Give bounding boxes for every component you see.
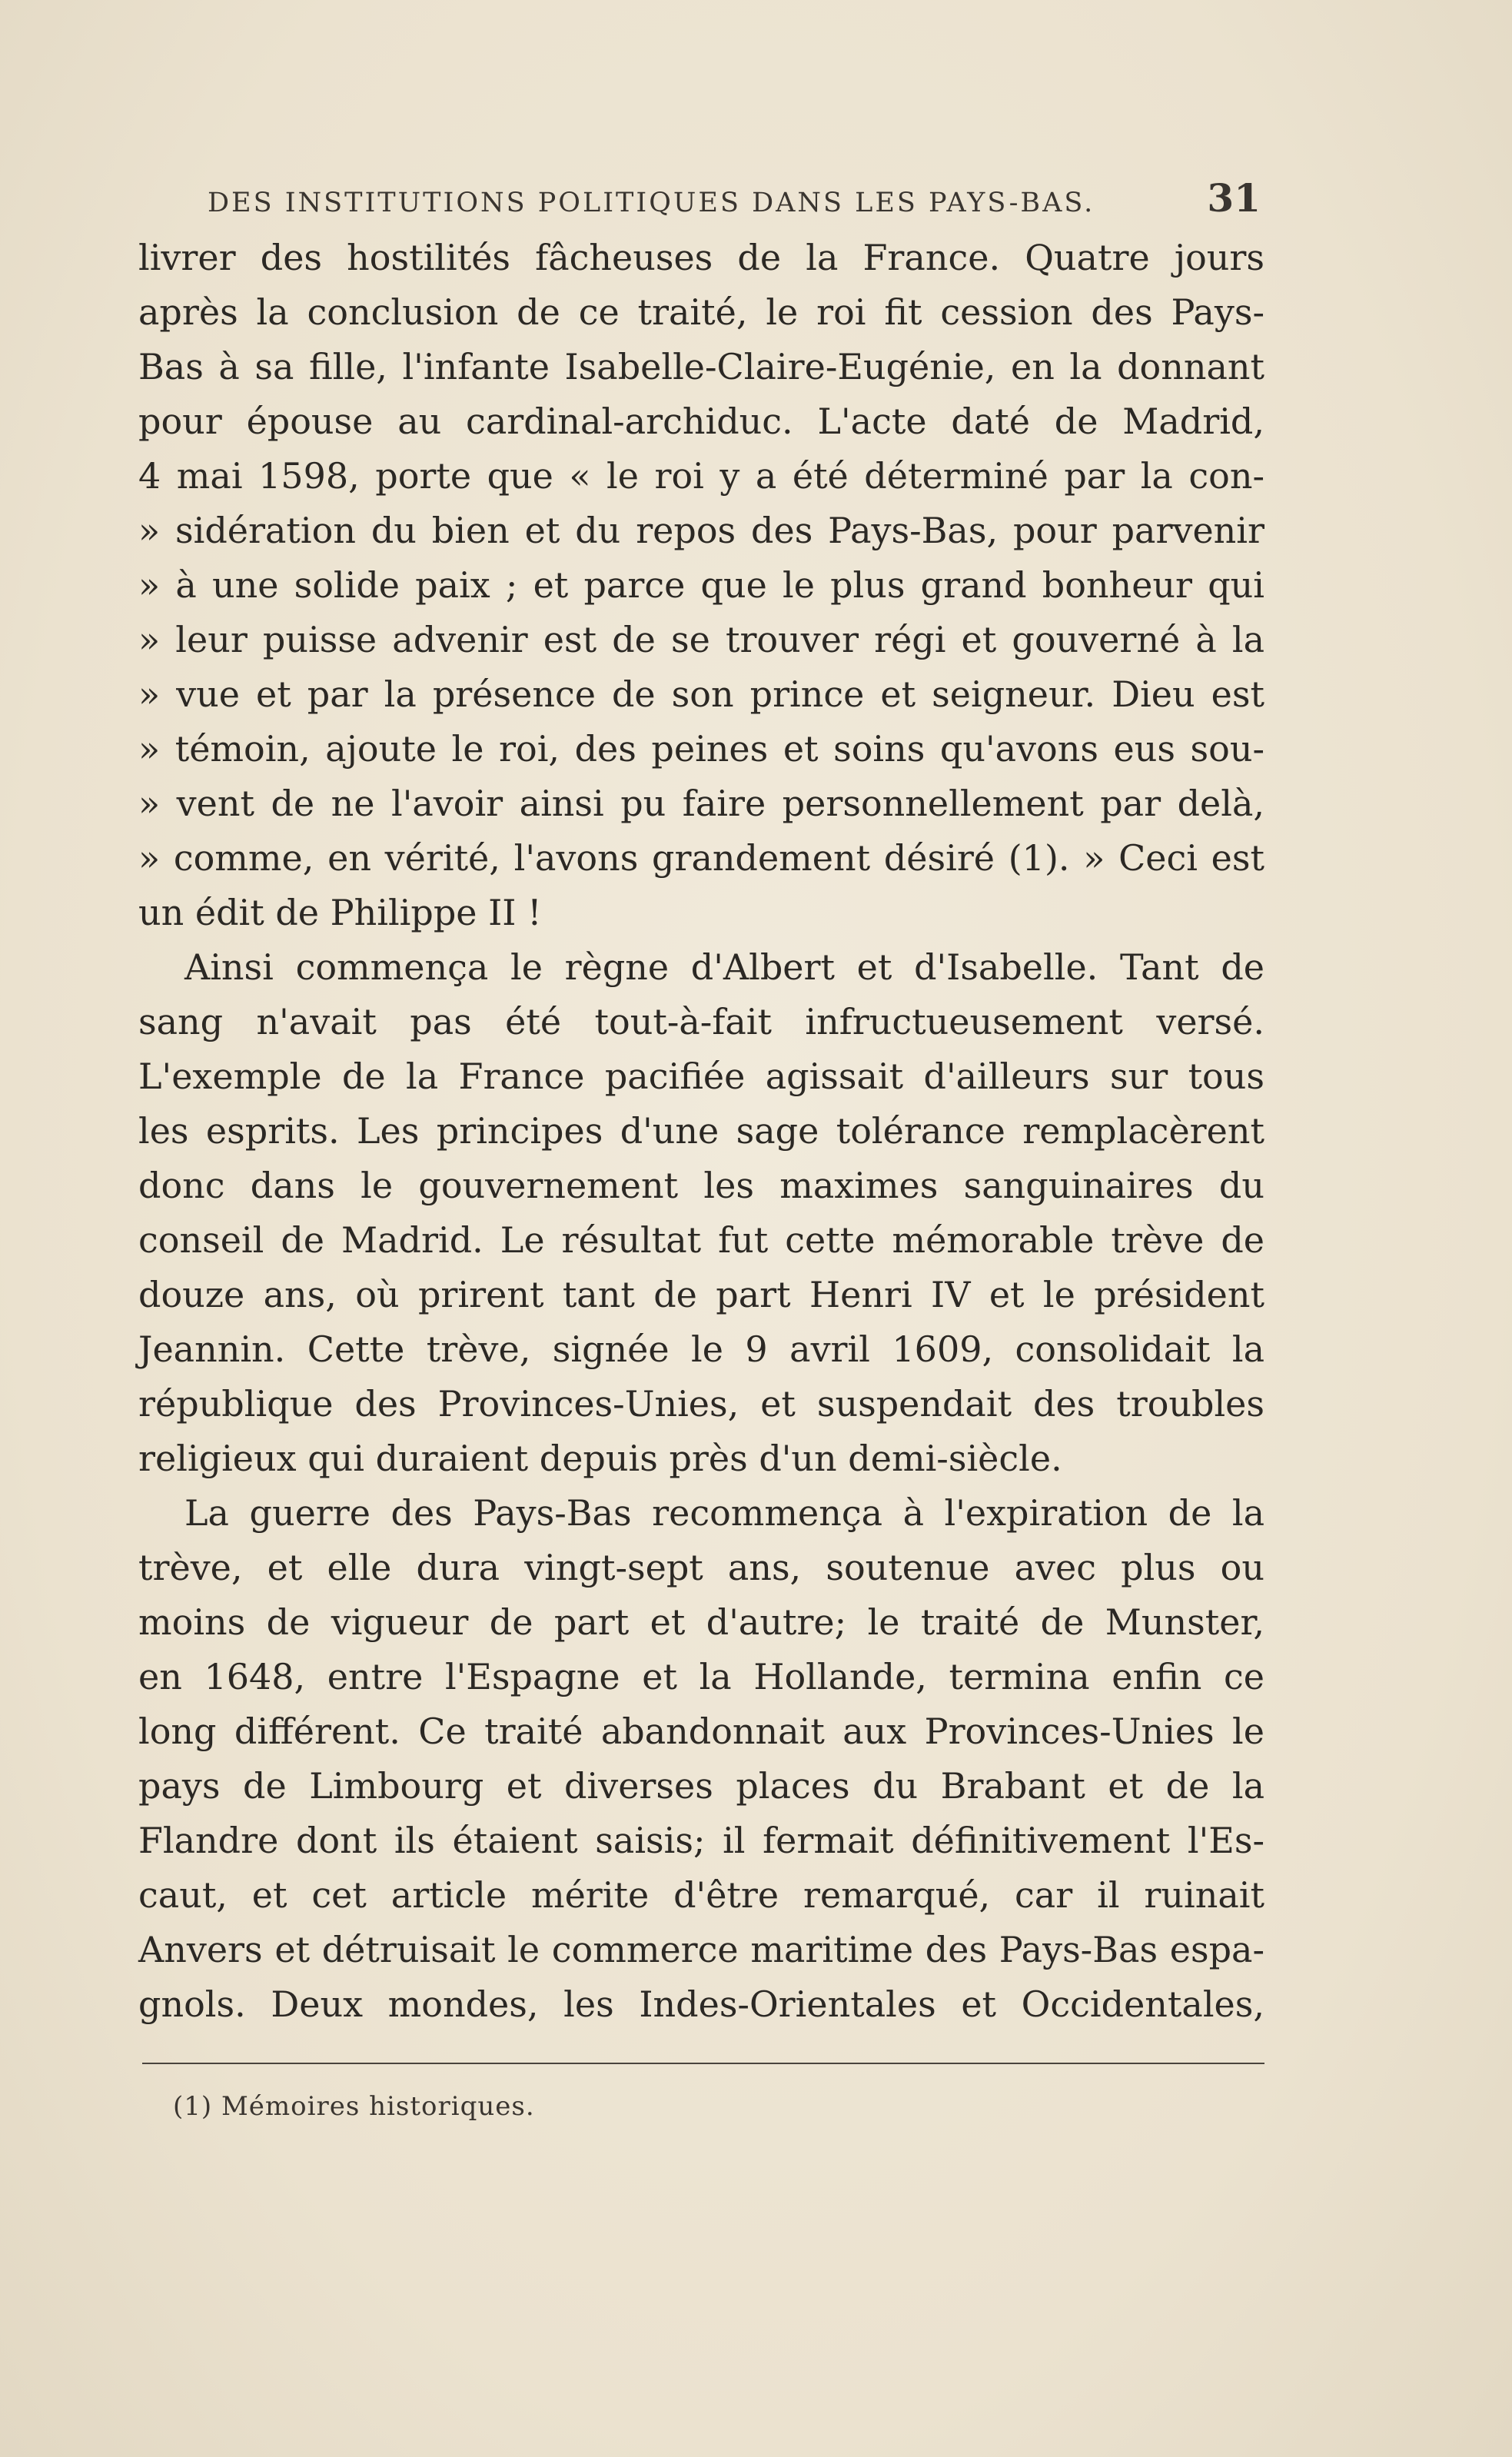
text-line: pays de Limbourg et diverses places du Brabant et de la: [138, 1765, 1264, 1807]
text-line: » vue et par la présence de son prince et seigneur. Dieu est: [138, 673, 1264, 715]
footnote-rule: [142, 2063, 1264, 2064]
text-line: république des Provinces-Unies, et suspendait des troubles: [138, 1383, 1264, 1425]
text-line: caut, et cet article mérite d'être remarqué, car il ruinait: [138, 1874, 1264, 1916]
text-line: » sidération du bien et du repos des Pays-Bas, pour parvenir: [138, 510, 1264, 551]
text-line: » témoin, ajoute le roi, des peines et soins qu'avons eus sou-: [138, 728, 1264, 770]
footnote: (1) Mémoires historiques.: [173, 2091, 535, 2122]
text-line: pour épouse au cardinal-archiduc. L'acte daté de Madrid,: [138, 401, 1264, 442]
text-line: La guerre des Pays-Bas recommença à l'expiration de la: [184, 1492, 1264, 1534]
text-line: moins de vigueur de part et d'autre; le traité de Munster,: [138, 1601, 1264, 1643]
text-line: » leur puisse advenir est de se trouver régi et gouverné à la: [138, 619, 1264, 660]
running-head: DES INSTITUTIONS POLITIQUES DANS LES PAYS-BAS.: [208, 188, 1095, 218]
text-line: » à une solide paix ; et parce que le plus grand bonheur qui: [138, 564, 1264, 606]
page-header: [208, 175, 1261, 221]
page-number: 31: [1207, 175, 1261, 221]
text-line: Ainsi commença le règne d'Albert et d'Isabelle. Tant de: [184, 946, 1264, 988]
text-line: long différent. Ce traité abandonnait aux Provinces-Unies le: [138, 1711, 1264, 1752]
text-line: Jeannin. Cette trève, signée le 9 avril 1609, consolidait la: [138, 1328, 1264, 1370]
text-line: donc dans le gouvernement les maximes sanguinaires du: [138, 1165, 1264, 1206]
text-line: les esprits. Les principes d'une sage tolérance remplacèrent: [138, 1110, 1264, 1152]
text-line: après la conclusion de ce traité, le roi fit cession des Pays-: [138, 291, 1264, 333]
text-line: trève, et elle dura vingt-sept ans, soutenue avec plus ou: [138, 1547, 1264, 1588]
text-line: douze ans, où prirent tant de part Henri IV et le président: [138, 1274, 1264, 1315]
text-line: » vent de ne l'avoir ainsi pu faire personnellement par delà,: [138, 783, 1264, 824]
text-line: Flandre dont ils étaient saisis; il fermait définitivement l'Es-: [138, 1820, 1264, 1861]
text-line: livrer des hostilités fâcheuses de la France. Quatre jours: [138, 237, 1264, 278]
text-line: conseil de Madrid. Le résultat fut cette mémorable trève de: [138, 1219, 1264, 1261]
text-line: Bas à sa fille, l'infante Isabelle-Claire-Eugénie, en la donnant: [138, 346, 1264, 387]
text-line: religieux qui duraient depuis près d'un demi-siècle.: [138, 1438, 1062, 1479]
text-line: » comme, en vérité, l'avons grandement désiré (1). » Ceci est: [138, 837, 1264, 879]
text-line: 4 mai 1598, porte que « le roi y a été déterminé par la con-: [138, 455, 1264, 497]
text-line: Anvers et détruisait le commerce maritime des Pays-Bas espa-: [138, 1929, 1264, 1970]
text-line: en 1648, entre l'Espagne et la Hollande, termina enfin ce: [138, 1656, 1264, 1697]
text-line: sang n'avait pas été tout-à-fait infructueusement versé.: [138, 1001, 1264, 1042]
text-line: gnols. Deux mondes, les Indes-Orientales et Occidentales,: [138, 1983, 1264, 2025]
text-line: un édit de Philippe II !: [138, 892, 542, 933]
text-line: L'exemple de la France pacifiée agissait d'ailleurs sur tous: [138, 1056, 1264, 1097]
body-text: [138, 231, 1264, 2032]
